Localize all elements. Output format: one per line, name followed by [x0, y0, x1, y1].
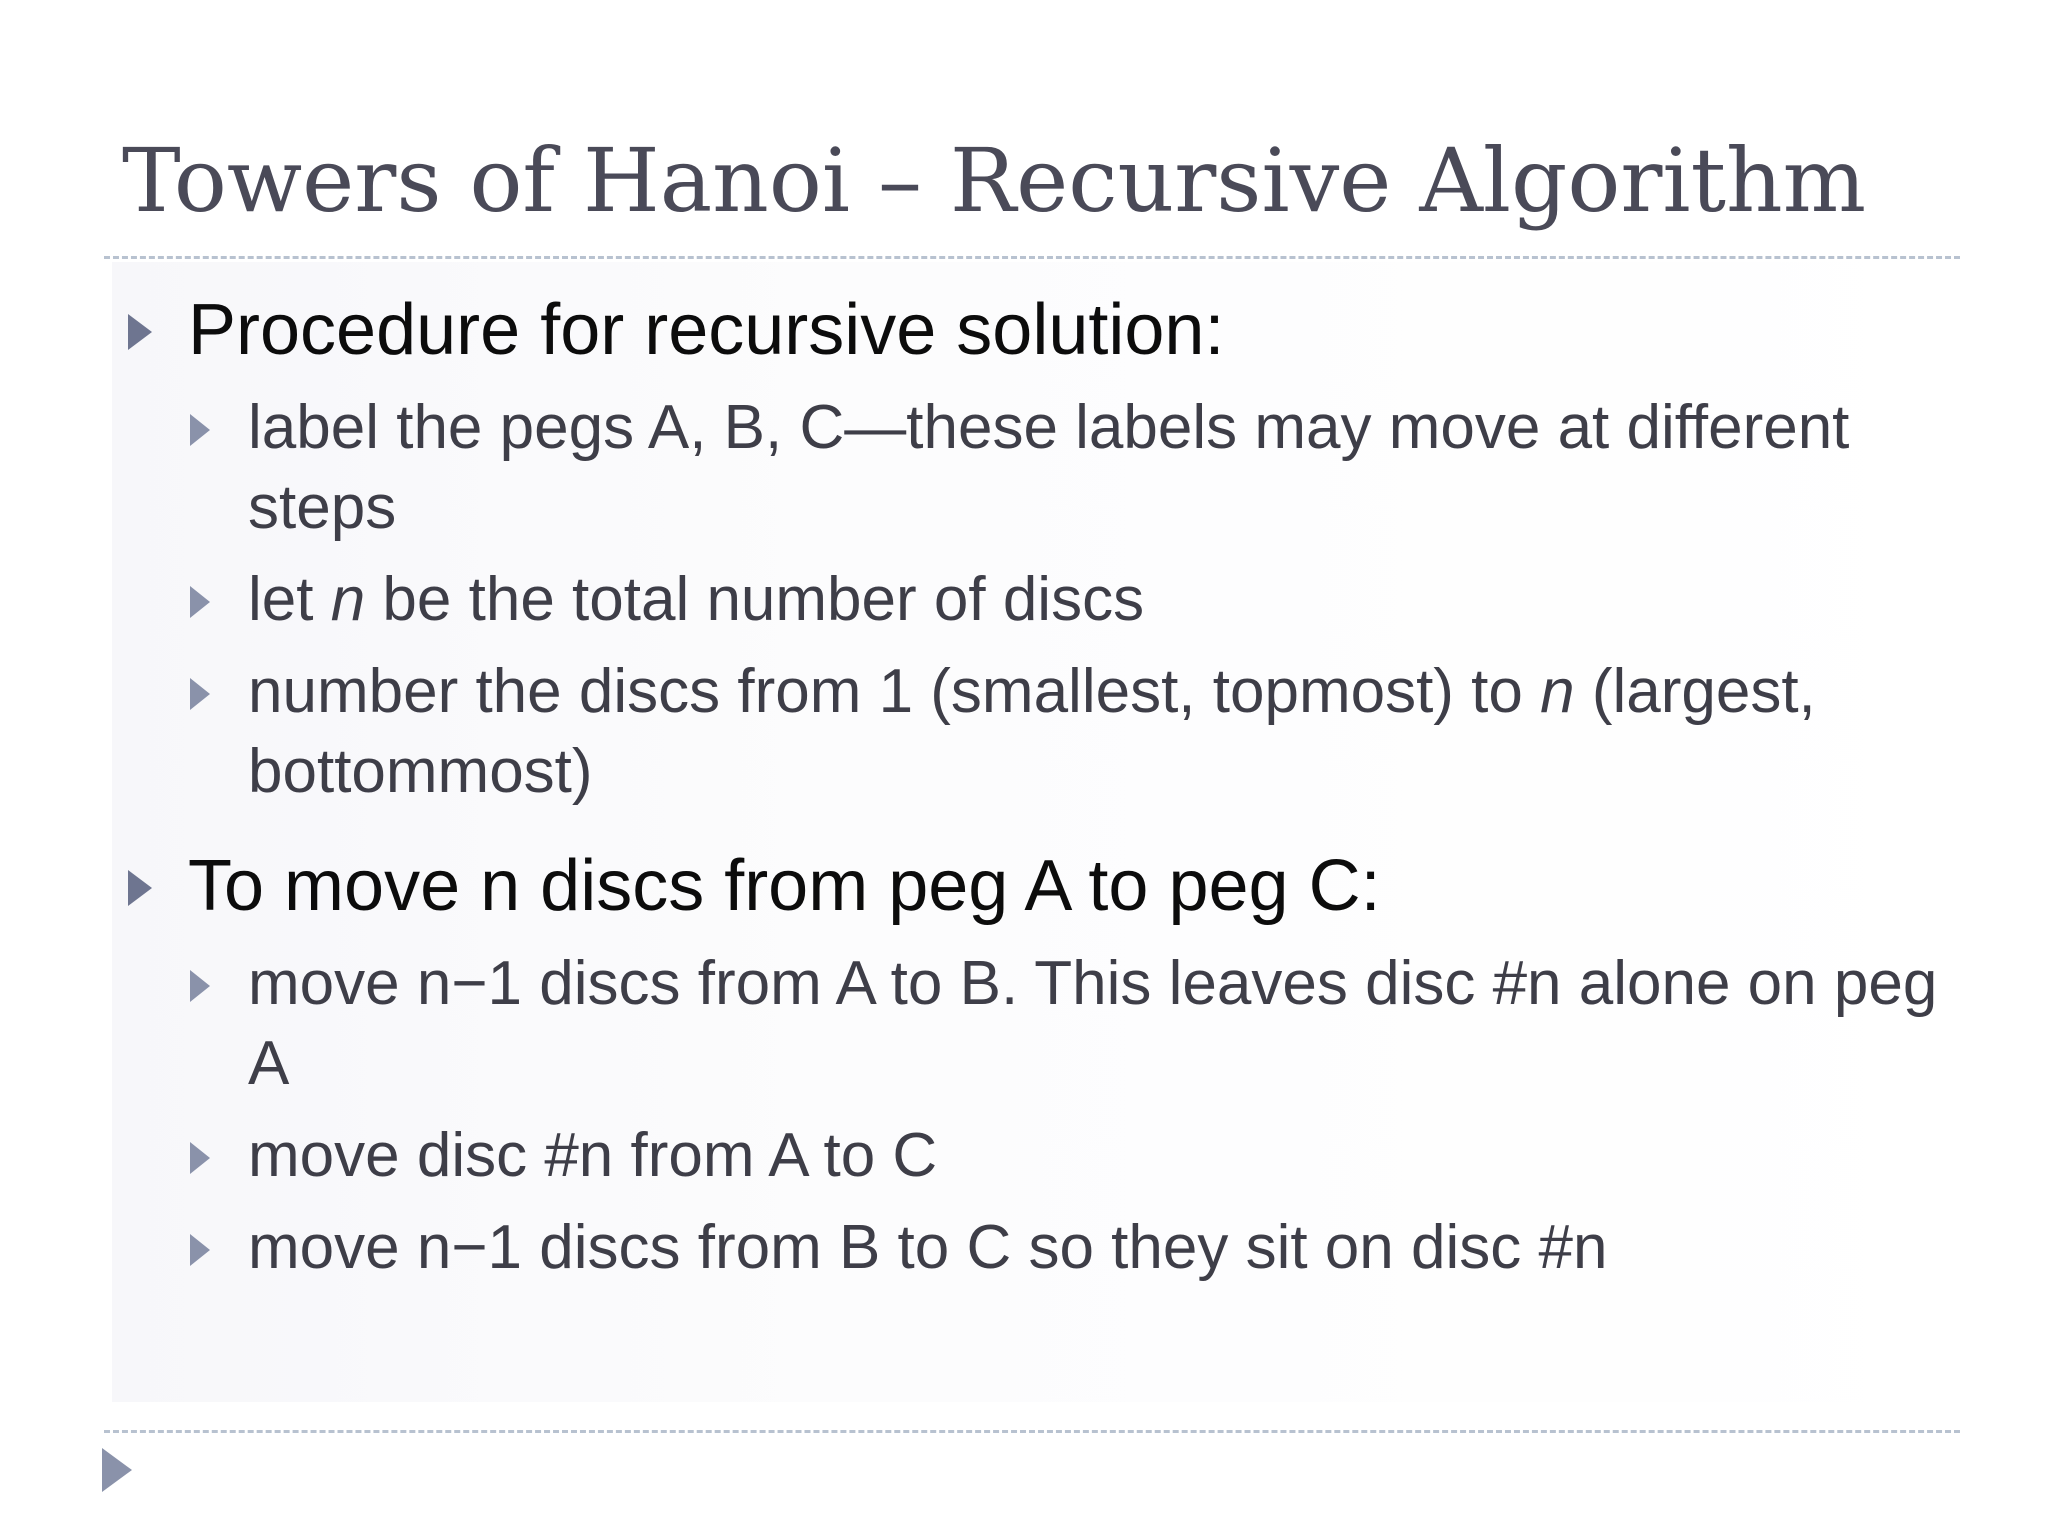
triangle-right-icon — [190, 414, 210, 446]
triangle-right-icon — [128, 870, 152, 906]
triangle-right-icon — [190, 1142, 210, 1174]
triangle-right-icon — [190, 970, 210, 1002]
bullet-procedure-text: Procedure for recursive solution: — [188, 290, 1225, 370]
sub-bullet-label-pegs-text: label the pegs A, B, C—these labels may move at different steps — [248, 393, 1850, 542]
triangle-right-icon — [102, 1448, 132, 1492]
sub-bullet-number-discs-pre: number the discs from 1 (smallest, topmost) to — [248, 657, 1541, 726]
triangle-right-icon — [190, 1234, 210, 1266]
variable-n: n — [330, 565, 366, 634]
triangle-right-icon — [128, 314, 152, 350]
sub-bullet-number-discs — [122, 652, 1962, 812]
variable-n: n — [1540, 657, 1575, 726]
sub-bullet-move-a-to-b — [122, 944, 1962, 1104]
slide-title: Towers of Hanoi – Recursive Algorithm — [122, 129, 1867, 232]
sub-bullet-number-discs-post: (largest, bottommost) — [248, 657, 1816, 806]
sub-bullet-move-disc-n — [122, 1116, 1962, 1196]
triangle-right-icon — [190, 586, 210, 618]
sub-bullet-move-a-to-b-text: move n−1 discs from A to B. This leaves disc #n alone on peg A — [248, 949, 1938, 1098]
sub-bullet-move-disc-n-text: move disc #n from A to C — [248, 1121, 938, 1190]
title-divider — [104, 256, 1960, 259]
bullet-move-discs — [122, 844, 1962, 928]
bullet-move-discs-text: To move n discs from peg A to peg C: — [188, 846, 1381, 926]
sub-bullet-let-n-post: be the total number of discs — [365, 565, 1145, 634]
sub-bullet-move-b-to-c-text: move n−1 discs from B to C so they sit on disc #n — [248, 1213, 1608, 1282]
bullet-procedure — [122, 288, 1962, 372]
sub-bullet-let-n — [122, 560, 1962, 640]
sub-bullet-let-n-pre: let — [248, 565, 331, 634]
sub-bullet-label-pegs — [122, 388, 1962, 548]
triangle-right-icon — [190, 678, 210, 710]
footer-divider — [104, 1430, 1960, 1433]
sub-bullet-move-b-to-c — [122, 1208, 1962, 1288]
slide-body — [122, 288, 1962, 1288]
